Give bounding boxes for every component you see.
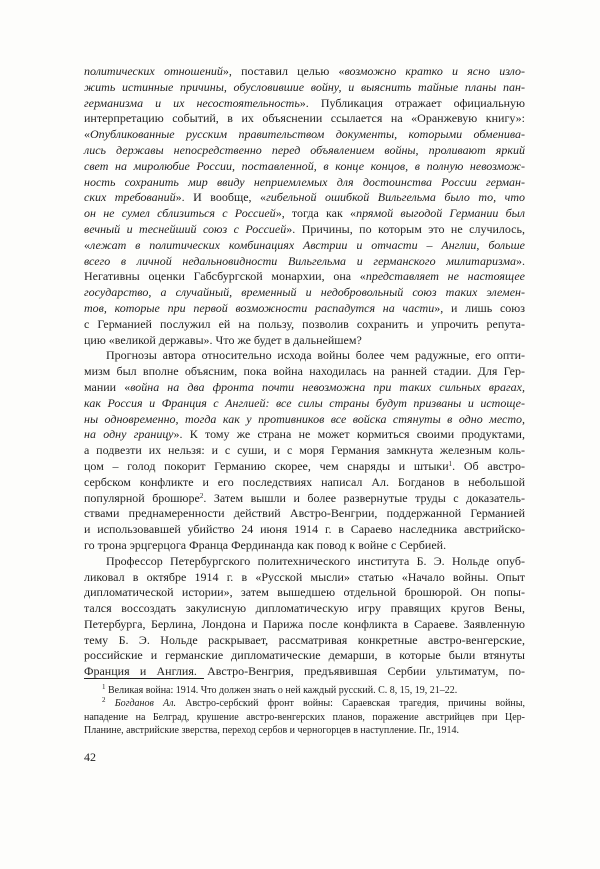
italic-text: он не сумел сблизиться с Россией xyxy=(84,206,276,221)
text-run: с Германией послужил ей на пользу, позволив сохранить и упрочить репута- xyxy=(84,316,525,331)
italic-text: война на два фронта почти невозможна при таких сильных врагах, xyxy=(130,379,525,394)
italic-text: ность сохранить мир ввиду неприемлемых для достоинства России герман- xyxy=(84,174,525,189)
text-line xyxy=(84,317,525,333)
text-run: Петербурга, Берлина, Лондона и Парижа после конфликта в Сараеве. Заявленную xyxy=(84,616,525,631)
text-line xyxy=(84,254,525,270)
text-line xyxy=(84,285,525,301)
text-line xyxy=(84,475,525,491)
text-line xyxy=(84,522,525,538)
text-run: ». Публикация отражает официальную xyxy=(299,95,525,110)
italic-text: тов, которые при первой возможности распадутся на части xyxy=(84,300,435,315)
text-run: . Затем вышли и более развернутые труды с доказатель- xyxy=(203,490,525,505)
text-run: популярной брошюре xyxy=(84,490,200,505)
text-line xyxy=(84,459,525,475)
text-line xyxy=(84,333,525,349)
footnote-line xyxy=(84,724,525,737)
italic-text: как Россия и Франция с Англией: все силы страны будут призваны и истоще- xyxy=(84,395,525,410)
text-run: ствами преднамеренности действий Австро-Венгрии, поддержанной Германией xyxy=(84,506,525,521)
text-line xyxy=(84,412,525,428)
text-line xyxy=(84,96,525,112)
footnote-ref: 2 xyxy=(199,491,204,500)
italic-text: ских требований xyxy=(84,190,176,205)
text-run: Великая война: 1914. Что должен знать о ней каждый русский. С. 8, 15, 19, 21–22. xyxy=(105,685,458,696)
text-run: Планине, австрийские зверства, переход сербов и черногорцев в наступление. Пг., 1914. xyxy=(84,725,460,737)
text-line xyxy=(84,348,525,364)
footnotes xyxy=(84,678,525,738)
text-run: « xyxy=(84,127,90,142)
footnote-ref: 1 xyxy=(448,459,453,468)
text-run: « xyxy=(84,237,90,252)
page-number: 42 xyxy=(84,750,96,764)
text-line xyxy=(84,427,525,443)
footnote-separator xyxy=(84,678,204,679)
text-line xyxy=(84,570,525,586)
italic-text: свет на миролюбие России, поставленной, в конце концов, в полную невозмож- xyxy=(84,158,525,173)
italic-text: Опубликованные русским правительством документы, которыми обменива- xyxy=(90,127,525,142)
text-line xyxy=(84,585,525,601)
text-run: ». И вообще, « xyxy=(175,190,267,205)
text-line xyxy=(84,127,525,143)
text-line xyxy=(84,538,525,554)
text-line xyxy=(84,443,525,459)
italic-text: Богданов Ал. xyxy=(114,698,177,710)
text-run: Профессор Петербургского политехнического института Б. Э. Нольде опуб- xyxy=(106,553,525,568)
text-line xyxy=(84,111,525,127)
italic-text: представляет не настоящее xyxy=(365,269,526,284)
text-run: », тогда как « xyxy=(275,206,357,221)
footnote-line xyxy=(84,711,525,724)
text-line xyxy=(84,617,525,633)
text-run: сербском конфликте и его последствиях написал Ал. Богданов в небольшой xyxy=(84,474,525,489)
text-line xyxy=(84,80,525,96)
text-line xyxy=(84,648,525,664)
text-run: Франция и Англия. Австро-Венгрия, предъявившая Сербии ультиматум, по- xyxy=(84,664,525,679)
text-run: Негативны оценки Габсбургской монархии, она « xyxy=(84,269,366,284)
text-run: тался воссоздать закулисную дипломатическую игру правящих кругов Вены, xyxy=(84,601,525,616)
text-run: а подвезти их нельзя: и с суши, и с моря Германия замкнута железным коль- xyxy=(84,443,525,458)
italic-text: возможно кратко и ясно изло- xyxy=(344,64,525,78)
text-line xyxy=(84,396,525,412)
text-run: интерпретацию событий, в их объяснении ссылается на «Оранжевую книгу»: xyxy=(84,111,525,126)
italic-text: государство, а случайный, временный и недобровольный союз таких элемен- xyxy=(84,285,525,300)
italic-text: лись державы непосредственно перед объявлением войны, проливают яркий xyxy=(84,142,525,157)
italic-text: германизма и их несостоятельность xyxy=(84,95,300,110)
italic-text: ны одновременно, тогда как у противников все войска стянуты в одно место, xyxy=(84,411,525,426)
footnote-line xyxy=(84,684,525,697)
text-line xyxy=(84,206,525,222)
text-run: Прогнозы автора относительно исхода войны более чем радужные, его опти- xyxy=(106,348,525,363)
italic-text: политических отношений xyxy=(84,64,223,78)
text-run: Австро-сербский фронт войны: Сараевская трагедия, причины войны, xyxy=(176,698,525,710)
text-line xyxy=(84,601,525,617)
footnote-ref: 2 xyxy=(102,696,106,705)
italic-text: прямой выгодой Германии был xyxy=(356,206,525,221)
text-line xyxy=(84,554,525,570)
body-text xyxy=(84,64,525,680)
italic-text: жить истинные причины, обусловившие войну, и выяснить тайные планы пан- xyxy=(84,79,525,94)
text-line xyxy=(84,506,525,522)
text-run: мании « xyxy=(84,379,131,394)
text-run: российские и германские дипломатические демарши, в которые были втянуты xyxy=(84,648,525,663)
text-run: дипломатической истории», затем вышедшею отдельной брошюрой. Он попы- xyxy=(84,585,525,600)
text-run: нападение на Белград, крушение австро-венгерских планов, поражение австрийцев при Цер- xyxy=(84,711,525,723)
text-line xyxy=(84,491,525,507)
text-line xyxy=(84,64,525,80)
text-run: тему Б. Э. Нольде раскрывает, рассматривая конкретные австро-венгерские, xyxy=(84,632,525,647)
text-line xyxy=(84,269,525,285)
text-line xyxy=(84,190,525,206)
text-line xyxy=(84,364,525,380)
text-run: го трона эрцгерцога Франца Фердинанда как повод к войне с Сербией. xyxy=(84,537,447,552)
text-line xyxy=(84,222,525,238)
text-run: ». К тому же страна не может кормиться своими продуктами, xyxy=(173,427,525,442)
text-run: цию «великой державы». Что же будет в дальнейшем? xyxy=(84,332,362,347)
text-line xyxy=(84,380,525,396)
text-line xyxy=(84,159,525,175)
italic-text: вечный и теснейший союз с Россией xyxy=(84,221,287,236)
text-run: ликовал в октябре 1914 г. в «Русской мысли» статью «Начало войны. Опыт xyxy=(84,569,525,584)
text-line xyxy=(84,633,525,649)
text-run: ». Причины, по которым это не случилось, xyxy=(286,221,525,236)
italic-text: всего в личной недальновидности Вильгельма и германского милитаризма xyxy=(84,253,516,268)
footnote-list xyxy=(84,684,525,738)
text-run xyxy=(106,698,115,709)
text-run: и использовавшей убийство 24 июня 1914 г. в Сараево наследника австрийско- xyxy=(84,522,525,537)
italic-text: лежат в политических комбинациях Австрии и отчасти – Англии, больше xyxy=(90,237,525,252)
footnote-line xyxy=(84,697,525,710)
text-line xyxy=(84,301,525,317)
text-run: . Об австро- xyxy=(452,458,526,473)
text-run: мизм был вполне объясним, пока война находилась на ранней стадии. Для Гер- xyxy=(84,364,525,379)
text-run: », и лишь союз xyxy=(434,300,525,315)
text-run: ». xyxy=(516,253,525,268)
text-run: цом – голод покорит Германию скорее, чем снаряды и штыки xyxy=(84,458,449,473)
text-line xyxy=(84,238,525,254)
footnote-ref: 1 xyxy=(102,683,106,691)
text-line xyxy=(84,175,525,191)
italic-text: гибельной ошибкой Вильгельма было то, что xyxy=(266,190,525,205)
text-run: », поставил целью « xyxy=(222,64,345,78)
italic-text: на одну границу xyxy=(84,427,174,442)
text-line xyxy=(84,143,525,159)
